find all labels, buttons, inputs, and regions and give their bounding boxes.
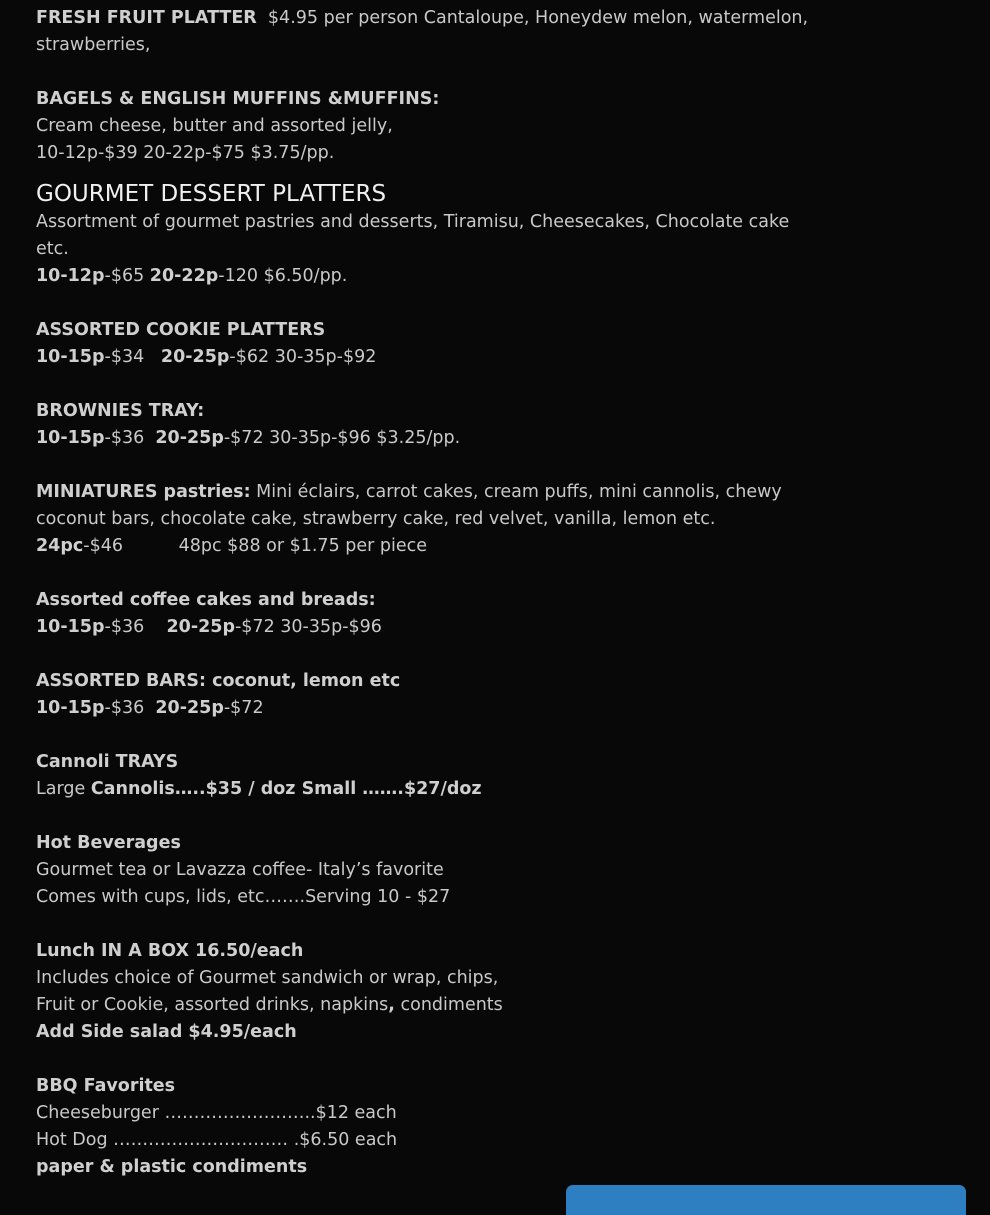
lunch-extra [36,1019,826,1046]
item-name: ASSORTED BARS: coconut, lemon etc [36,671,401,691]
item-name: BAGELS & ENGLISH MUFFINS &MUFFINS: [36,89,440,109]
bagels-prices: 10-12p-$39 20-22p-$75 $3.75/pp. [36,143,335,163]
price-value: Cannolis…..$35 / doz Small …….$27/doz [90,779,482,799]
beverages-item-name [36,830,826,857]
cookies-item-name [36,317,826,344]
price-value: -$72 30-35p-$96 $3.25/pp. [223,428,461,448]
fruit-platter-item [36,5,826,59]
price-tier: 20-25p [166,617,235,637]
coffee-cakes-prices [36,614,826,641]
lunch-item-name [36,938,826,965]
miniatures-prices [36,533,826,560]
bbq-line-1: Cheeseburger ……………………..$12 each [36,1103,397,1123]
price-tier: 10-12p [36,266,105,286]
size-label: Large [36,779,86,799]
bbq-line-2: Hot Dog ………………………… .$6.50 each [36,1130,398,1150]
item-name: Assorted coffee cakes and breads: [36,590,376,610]
cannoli-prices [36,776,826,803]
lunch-line-1: Includes choice of Gourmet sandwich or wrap, chips, [36,968,499,988]
price-tier: 20-22p [149,266,219,286]
item-name: MINIATURES pastries: [36,482,251,502]
price-tier: 10-15p [36,347,105,367]
price-tier: 20-25p [160,347,230,367]
brownies-item-name [36,398,826,425]
catering-menu [36,5,826,1181]
cannoli-item-name [36,749,826,776]
price-value: -$34 [104,347,145,367]
price-value: -$36 [104,617,145,637]
cookies-prices [36,344,826,371]
item-extra: Add Side salad $4.95/each [36,1022,297,1042]
bagels-item-name [36,86,826,113]
price-tier: 20-25p [155,428,224,448]
price-value: -120 $6.50/pp. [218,266,348,286]
lunch-line-2 [36,992,826,1019]
chat-widget-button[interactable] [566,1185,966,1215]
beverages-line-2: Comes with cups, lids, etc…….Serving 10 - $27 [36,887,451,907]
item-name: ASSORTED COOKIE PLATTERS [36,320,326,340]
item-name: Hot Beverages [36,833,181,853]
item-name: Lunch IN A BOX 16.50/each [36,941,304,961]
price-tier: 10-15p [36,428,105,448]
price-value: -$46 48pc $88 or $1.75 per piece [83,536,428,556]
section-title-dessert: GOURMET DESSERT PLATTERS [36,181,387,207]
price-value: -$72 [223,698,264,718]
dessert-description: Assortment of gourmet pastries and desserts, Tiramisu, Cheesecakes, Chocolate cake etc. [36,212,790,259]
item-name: FRESH FRUIT PLATTER [36,8,257,28]
item-description: $4.95 per person Cantaloupe, Honeydew melon, watermelon, strawberries, [36,8,809,55]
price-value: -$36 [104,428,145,448]
beverages-line-1: Gourmet tea or Lavazza coffee- Italy’s favorite [36,860,444,880]
lunch-line-2-text: Fruit or Cookie, assorted drinks, napkins [36,995,389,1015]
lunch-line-2-end: condiments [400,995,503,1015]
miniatures-item [36,479,826,533]
price-tier: 10-15p [36,698,105,718]
item-description: Mini éclairs, carrot cakes, cream puffs, mini cannolis, chewy coconut bars, chocolate cake, strawberry cake, red velvet, vanilla, lemon etc. [36,482,782,529]
bbq-extra [36,1154,826,1181]
item-name: BROWNIES TRAY: [36,401,205,421]
lunch-line-2-comma: , [388,995,395,1015]
bagels-description: Cream cheese, butter and assorted jelly, [36,116,393,136]
dessert-prices [36,263,826,290]
bars-prices [36,695,826,722]
price-value: -$65 [104,266,145,286]
item-extra: paper & plastic condiments [36,1157,308,1177]
bars-item-name [36,668,826,695]
coffee-cakes-item-name [36,587,826,614]
price-tier: 10-15p [36,617,105,637]
price-tier: 20-25p [155,698,224,718]
item-name: Cannoli TRAYS [36,752,179,772]
item-name: BBQ Favorites [36,1076,176,1096]
brownies-prices [36,425,826,452]
price-value: -$72 30-35p-$96 [234,617,382,637]
price-value: -$36 [104,698,145,718]
bbq-item-name [36,1073,826,1100]
price-value: -$62 30-35p-$92 [229,347,377,367]
price-tier: 24pc [36,536,84,556]
